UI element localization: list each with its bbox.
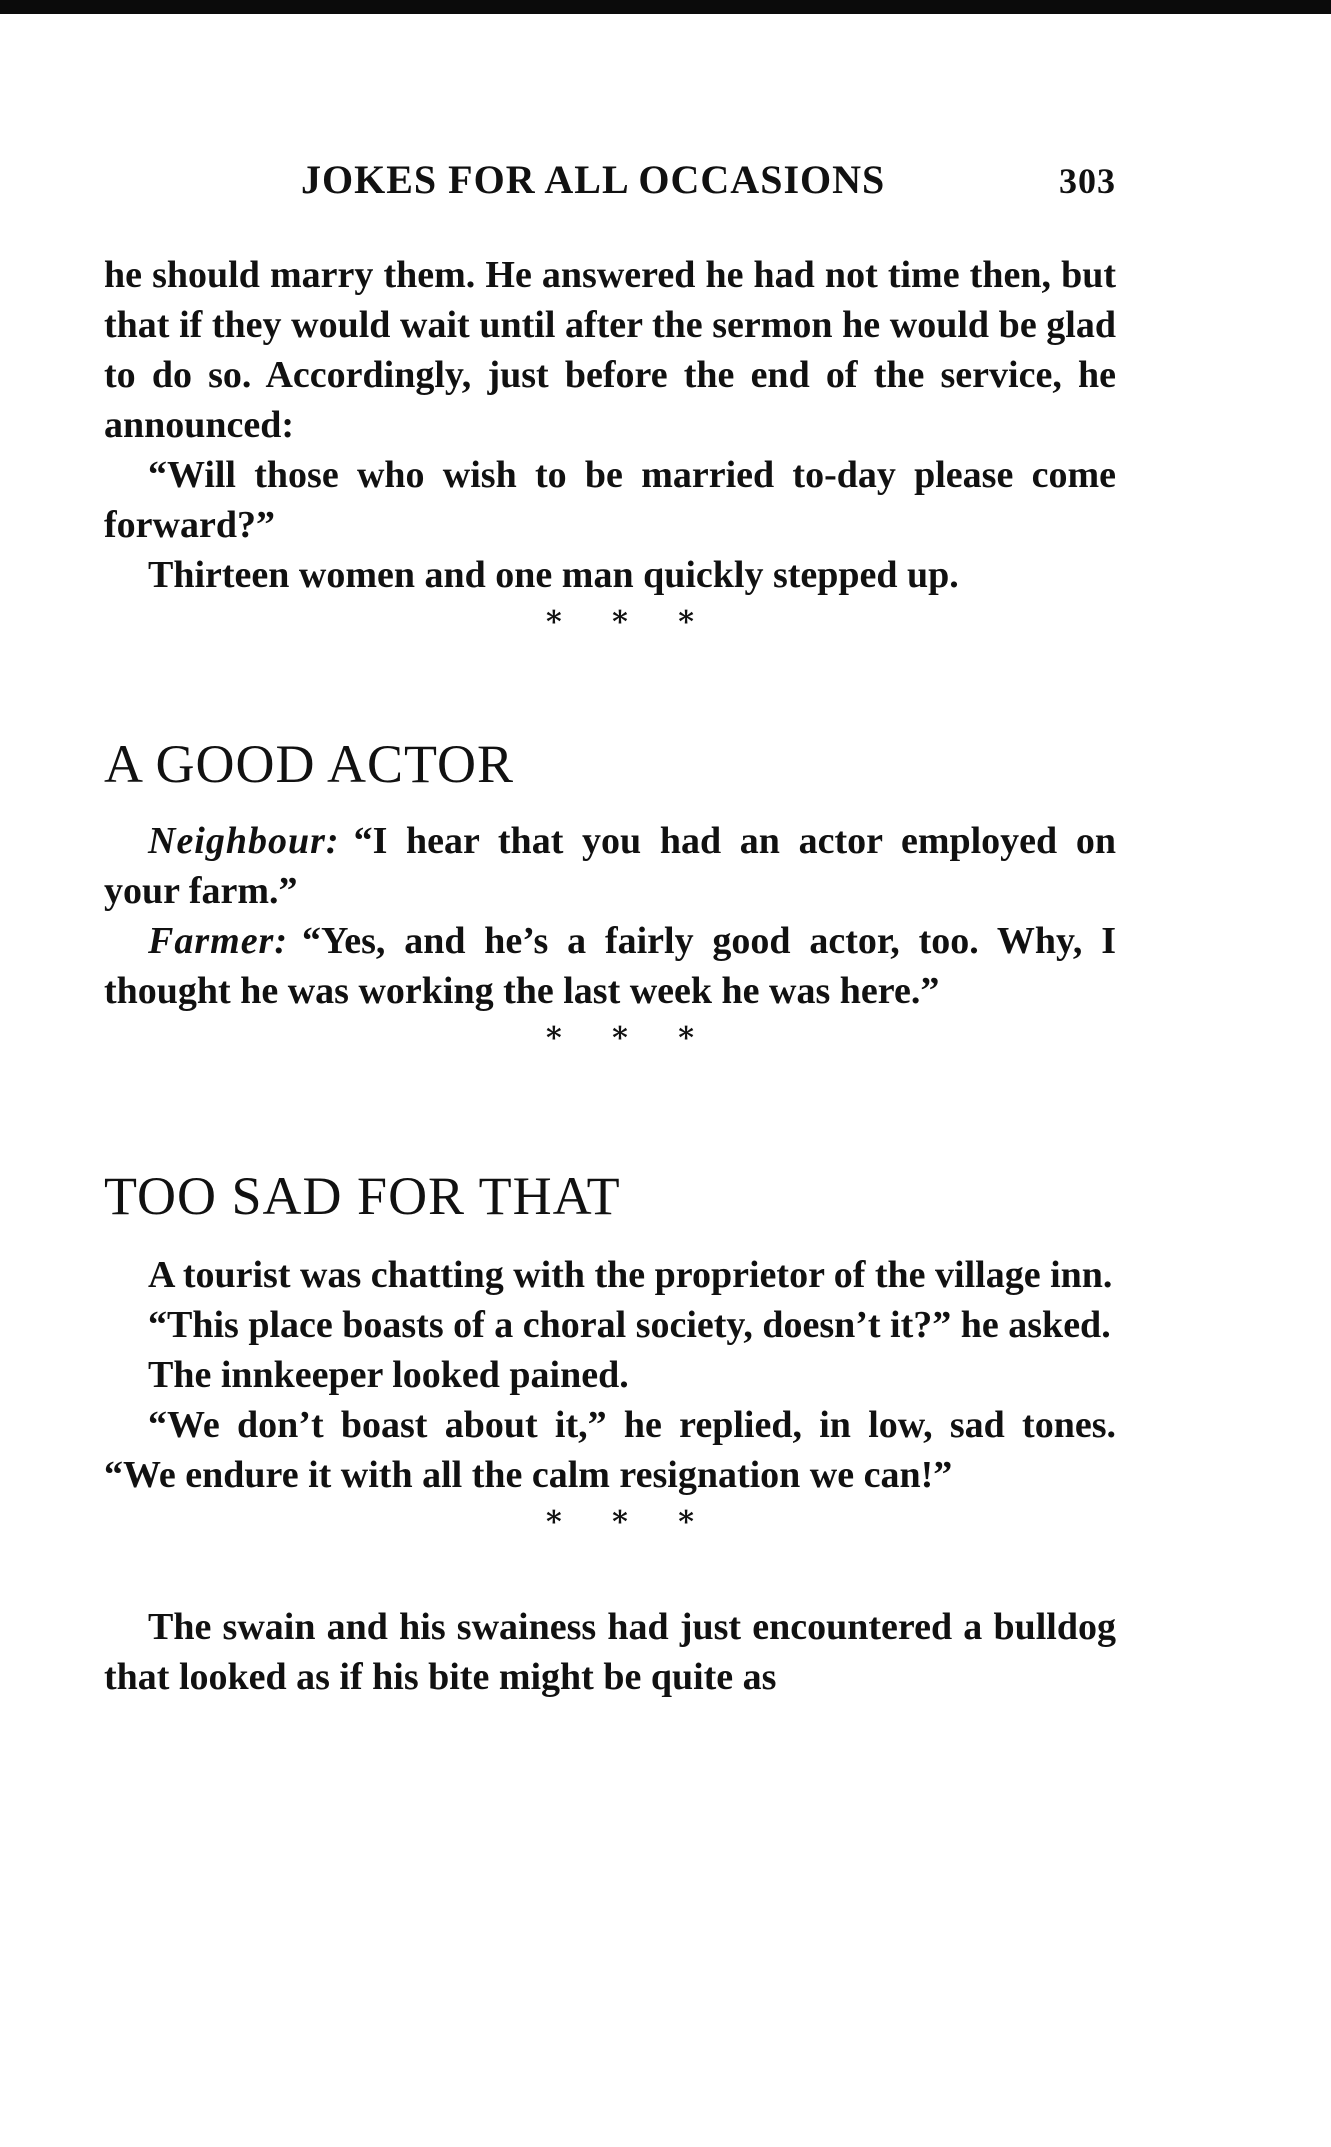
paragraph: The swain and his swainess had just encountered a bulldog that looked as if his bite might be quite as [104, 1606, 1116, 1698]
section-separator: * * * [546, 605, 694, 640]
speaker-label: Neighbour: [148, 820, 340, 862]
dialogue-line [104, 816, 1116, 916]
scan-top-edge [0, 0, 1331, 14]
paragraph: A tourist was chatting with the proprietor of the village inn. [148, 1254, 1113, 1296]
section-separator: * * * [546, 1505, 694, 1540]
joke-body [104, 816, 1116, 1016]
dialogue-text: “Yes, and he’s a fairly good actor, too. Why, I thought he was working the last week he was here.” [104, 920, 1116, 1012]
book-page [104, 150, 1116, 1702]
joke-body [104, 1602, 1116, 1702]
running-header [104, 150, 1116, 210]
speaker-label: Farmer: [148, 920, 288, 962]
section-separator: * * * [546, 1021, 694, 1056]
joke-title: TOO SAD FOR THAT [104, 1166, 621, 1226]
continued-joke [104, 250, 1116, 600]
dialogue-text: “I hear that you had an actor employed on your farm.” [104, 820, 1116, 912]
paragraph: “Will those who wish to be married to-day please come forward?” [104, 454, 1116, 546]
joke-body [104, 1250, 1116, 1500]
paragraph: The innkeeper looked pained. [148, 1354, 629, 1396]
running-title: JOKES FOR ALL OCCASIONS [301, 157, 886, 202]
dialogue-line [104, 916, 1116, 1016]
paragraph: “This place boasts of a choral society, doesn’t it?” he asked. [148, 1304, 1111, 1346]
page-number: 303 [1059, 161, 1116, 201]
paragraph: “We don’t boast about it,” he replied, in low, sad tones. “We endure it with all the calm resignation we can!” [104, 1404, 1116, 1496]
paragraph: he should marry them. He answered he had not time then, but that if they would wait until after the sermon he would be glad to do so. Accordingly, just before the end of the service, he announced: [104, 254, 1116, 446]
paragraph: Thirteen women and one man quickly stepped up. [148, 554, 959, 596]
joke-title: A GOOD ACTOR [104, 734, 515, 794]
